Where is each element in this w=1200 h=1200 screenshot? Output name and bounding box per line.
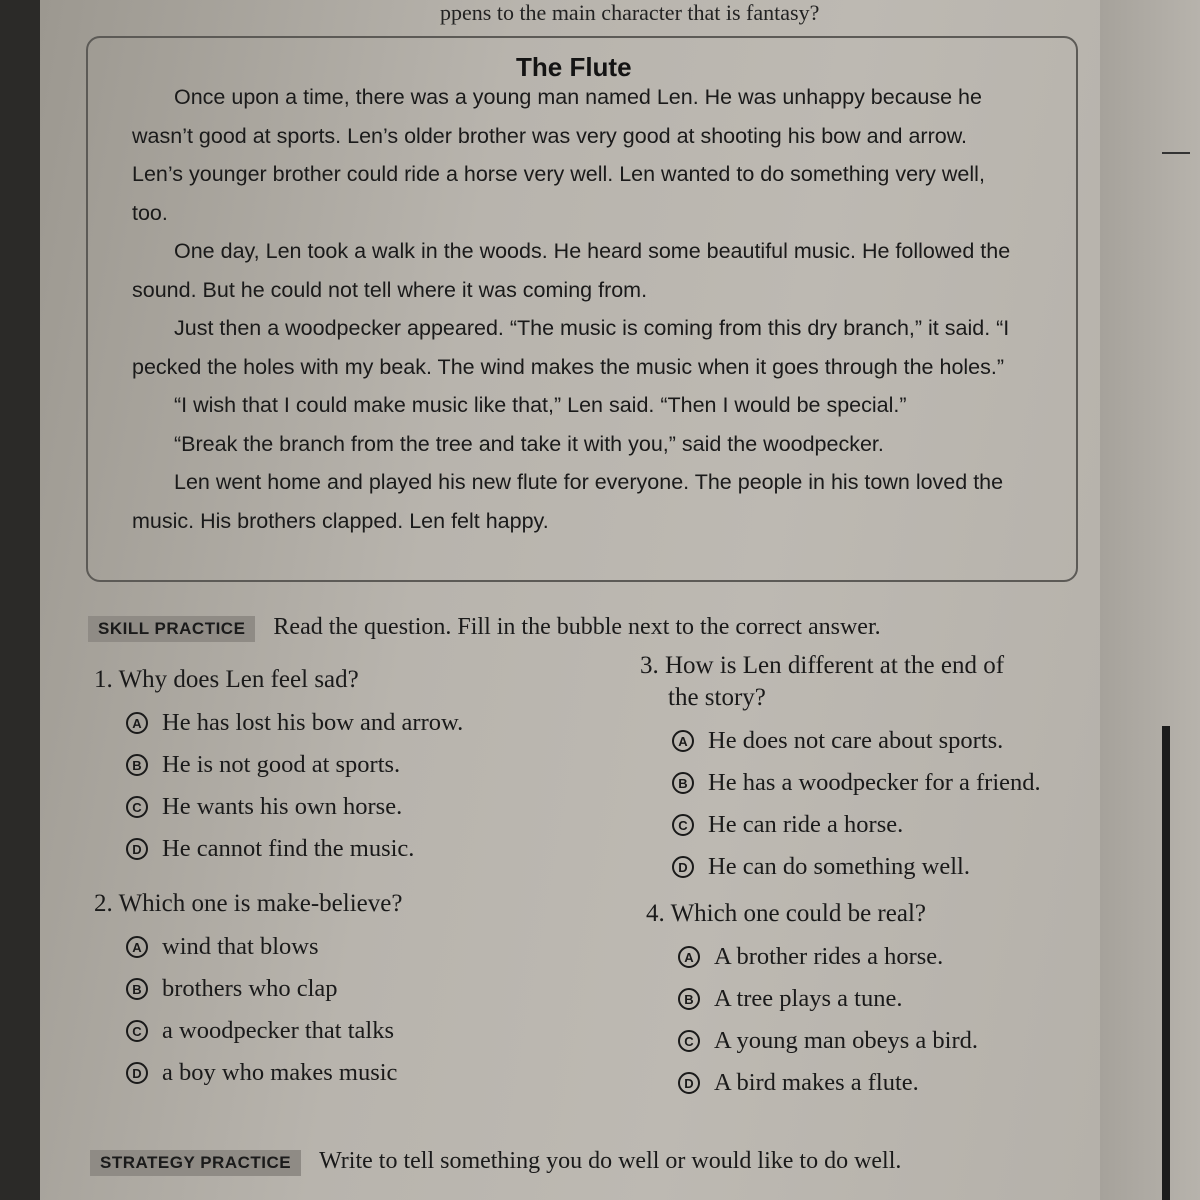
answer-bubble[interactable]: D xyxy=(126,1062,148,1084)
question-prompt: Which one could be real? xyxy=(670,900,926,927)
story-title: The Flute xyxy=(516,52,632,82)
question-text xyxy=(640,650,1080,714)
question-number: 4. xyxy=(646,900,665,927)
answer-bubble[interactable]: D xyxy=(672,856,694,878)
answer-text: brothers who clap xyxy=(162,975,338,1002)
question-prompt: Which one is make-believe? xyxy=(118,890,403,917)
answer-text: a boy who makes music xyxy=(162,1059,398,1086)
answer-bubble[interactable]: A xyxy=(126,936,148,958)
answer-bubble[interactable]: B xyxy=(672,772,694,794)
question-prompt: How is Len different at the end of xyxy=(665,652,1005,679)
question-2 xyxy=(94,888,564,1094)
answer-bubble[interactable]: A xyxy=(126,712,148,734)
strategy-practice-badge: STRATEGY PRACTICE xyxy=(90,1150,301,1176)
strategy-practice-header xyxy=(90,1148,901,1176)
answer-option[interactable] xyxy=(94,1052,564,1094)
question-1 xyxy=(94,664,564,870)
answer-option[interactable] xyxy=(94,1010,564,1052)
skill-practice-instruction: Read the question. Fill in the bubble next to the correct answer. xyxy=(273,614,881,640)
answer-option[interactable] xyxy=(646,978,1086,1020)
question-text xyxy=(94,664,564,696)
margin-mark xyxy=(1162,152,1190,154)
answer-bubble[interactable]: C xyxy=(678,1030,700,1052)
answer-text: He cannot find the music. xyxy=(162,835,415,862)
answer-text: He is not good at sports. xyxy=(162,751,401,778)
answer-option[interactable] xyxy=(640,804,1080,846)
story-paragraph: One day, Len took a walk in the woods. He heard some beautiful music. He followed the sound. But he could not tell where it was coming from. xyxy=(132,239,1011,302)
question-text xyxy=(646,898,1086,930)
answer-option[interactable] xyxy=(640,846,1080,888)
answer-text: He wants his own horse. xyxy=(162,793,403,820)
answer-bubble[interactable]: D xyxy=(678,1072,700,1094)
story-paragraph: “Break the branch from the tree and take it with you,” said the woodpecker. xyxy=(174,431,884,456)
answer-bubble[interactable]: B xyxy=(678,988,700,1010)
answer-option[interactable] xyxy=(94,744,564,786)
story-text xyxy=(132,78,1016,540)
answer-text: a woodpecker that talks xyxy=(162,1017,394,1044)
answer-bubble[interactable]: C xyxy=(672,814,694,836)
answer-bubble[interactable]: A xyxy=(672,730,694,752)
margin-bar xyxy=(1162,726,1170,1200)
answer-option[interactable] xyxy=(94,926,564,968)
answer-bubble[interactable]: A xyxy=(678,946,700,968)
previous-question-fragment: ppens to the main character that is fantasy? xyxy=(440,0,820,25)
answer-option[interactable] xyxy=(646,1062,1086,1104)
answer-option[interactable] xyxy=(94,786,564,828)
answer-text: A tree plays a tune. xyxy=(714,985,903,1012)
question-number: 3. xyxy=(640,652,659,679)
question-prompt-continued: the story? xyxy=(668,684,766,711)
skill-practice-header xyxy=(88,614,881,642)
strategy-practice-instruction: Write to tell something you do well or would like to do well. xyxy=(319,1148,902,1174)
answer-text: He can ride a horse. xyxy=(708,811,904,838)
answer-text: He does not care about sports. xyxy=(708,727,1004,754)
answer-bubble[interactable]: B xyxy=(126,978,148,1000)
answer-bubble[interactable]: D xyxy=(126,838,148,860)
adjacent-page-edge xyxy=(1100,0,1200,1200)
answer-option[interactable] xyxy=(94,702,564,744)
answer-text: A young man obeys a bird. xyxy=(714,1027,979,1054)
answer-text: wind that blows xyxy=(162,933,319,960)
question-number: 1. xyxy=(94,666,113,693)
answer-text: He has a woodpecker for a friend. xyxy=(708,769,1041,796)
answer-option[interactable] xyxy=(640,762,1080,804)
question-4 xyxy=(646,898,1086,1104)
answer-bubble[interactable]: C xyxy=(126,1020,148,1042)
story-paragraph: “I wish that I could make music like that,” Len said. “Then I would be special.” xyxy=(174,393,907,417)
question-number: 2. xyxy=(94,890,113,917)
skill-practice-badge: SKILL PRACTICE xyxy=(88,616,255,642)
answer-option[interactable] xyxy=(94,828,564,870)
story-paragraph: Just then a woodpecker appeared. “The music is coming from this dry branch,” it said. “I pecked the holes with my beak. The wind makes the music when it goes through the holes.” xyxy=(132,316,1010,379)
answer-option[interactable] xyxy=(640,720,1080,762)
story-paragraph: Once upon a time, there was a young man named Len. He was unhappy because he wasn’t good at sports. Len’s older brother was very good at shooting his bow and arrow. Len’s younger brother could ride a horse very well. Len wanted to do something very well, too. xyxy=(132,85,985,225)
answer-bubble[interactable]: B xyxy=(126,754,148,776)
answer-text: He can do something well. xyxy=(708,853,970,880)
answer-text: A brother rides a horse. xyxy=(714,943,944,970)
question-text xyxy=(94,888,564,920)
answer-option[interactable] xyxy=(646,1020,1086,1062)
answer-bubble[interactable]: C xyxy=(126,796,148,818)
answer-option[interactable] xyxy=(646,936,1086,978)
answer-option[interactable] xyxy=(94,968,564,1010)
question-prompt: Why does Len feel sad? xyxy=(118,666,359,693)
answer-text: A bird makes a flute. xyxy=(714,1069,919,1096)
question-3 xyxy=(640,650,1080,888)
story-paragraph: Len went home and played his new flute for everyone. The people in his town loved the music. His brothers clapped. Len felt happy. xyxy=(132,470,1004,533)
answer-text: He has lost his bow and arrow. xyxy=(162,709,464,736)
